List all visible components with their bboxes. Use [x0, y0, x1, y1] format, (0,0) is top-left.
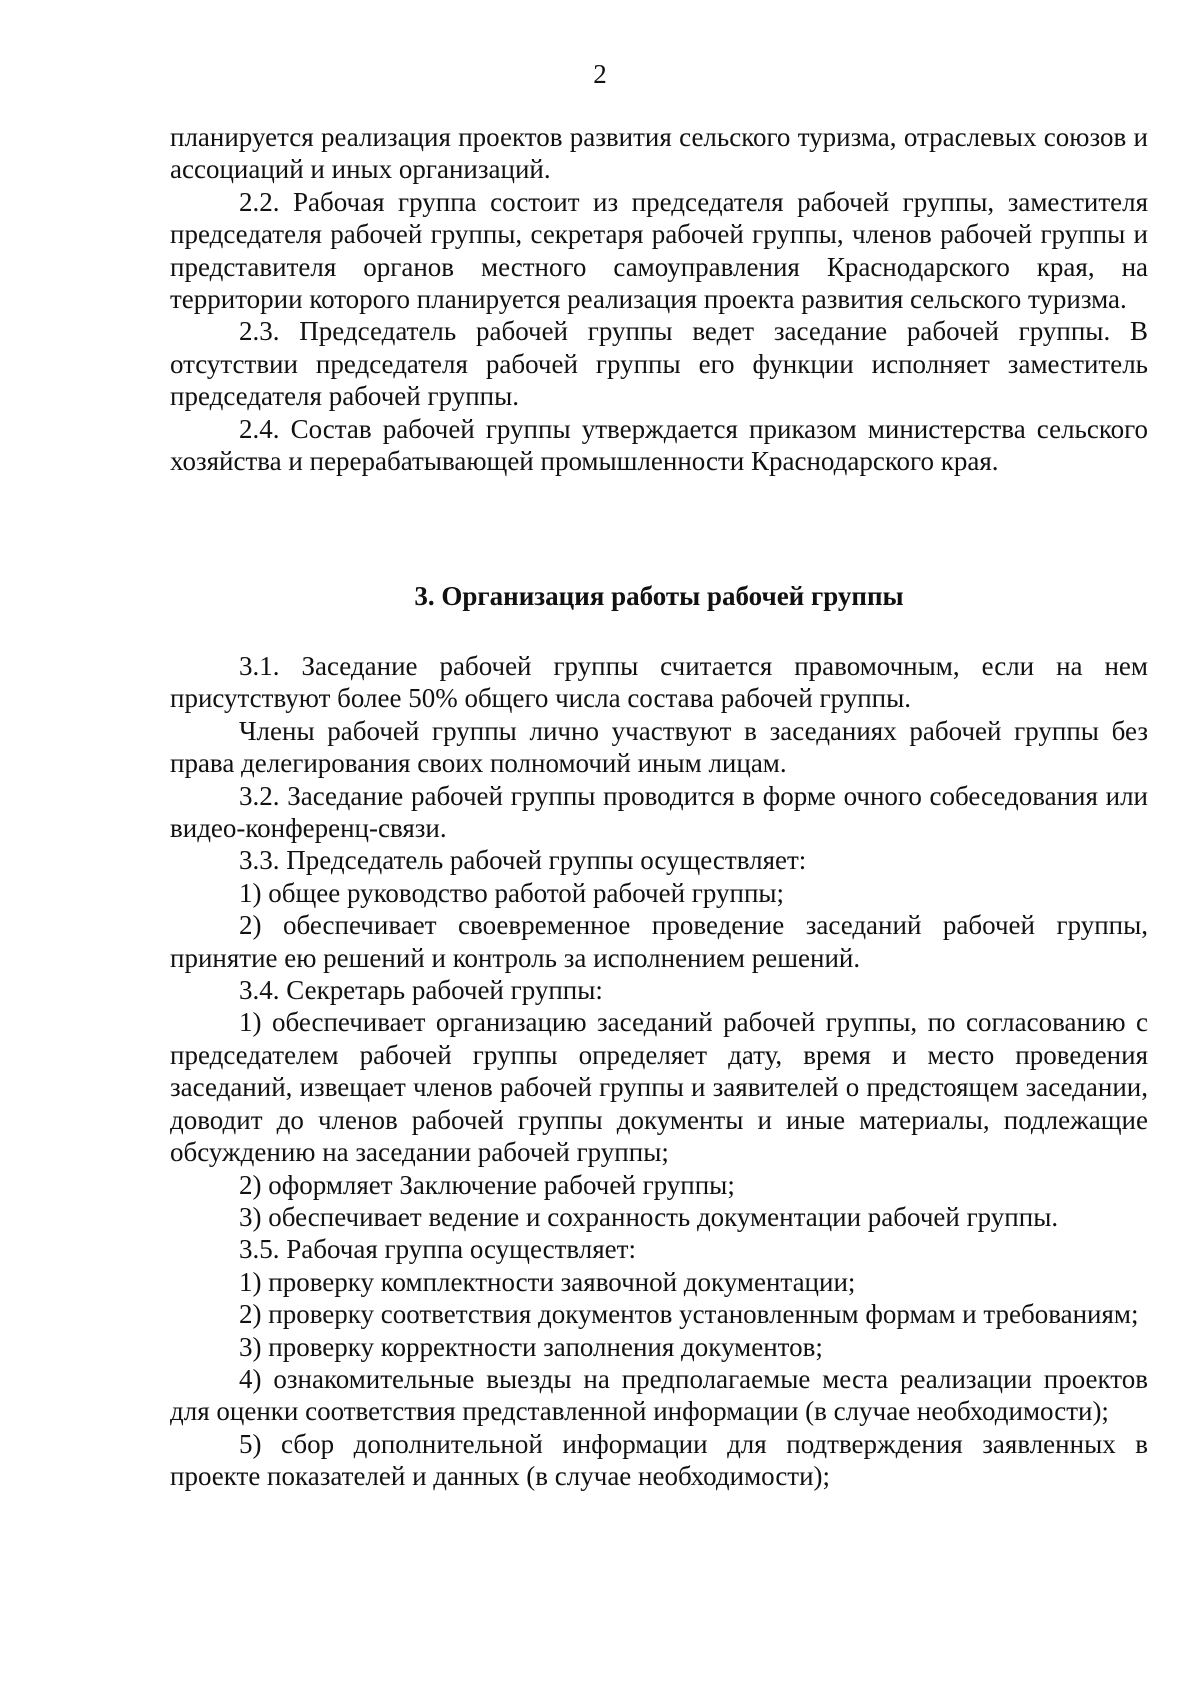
paragraph-2-2: 2.2. Рабочая группа состоит из председателя рабочей группы, заместителя председателя рабочей группы, секретаря рабочей группы, членов рабочей группы и представителя органов местного самоуправления Краснодарского края, на территории которого планируется реализация проекта развития сельского туризма. [170, 186, 1148, 315]
list-item: 2) оформляет Заключение рабочей группы; [239, 1169, 735, 1200]
section-heading: 3. Организация работы рабочей группы [414, 581, 904, 611]
list-item: 3) проверку корректности заполнения документов; [239, 1331, 823, 1362]
paragraph-2-3: 2.3. Председатель рабочей группы ведет заседание рабочей группы. В отсутствии председателя рабочей группы его функции исполняет заместитель председателя рабочей группы. [170, 316, 1148, 412]
list-item: 5) сбор дополнительной информации для подтверждения заявленных в проекте показателей и данных (в случае необходимости); [170, 1428, 1148, 1492]
list-item: 3) обеспечивает ведение и сохранность документации рабочей группы. [239, 1201, 1059, 1232]
paragraph-2-4: 2.4. Состав рабочей группы утверждается приказом министерства сельского хозяйства и перерабатывающей промышленности Краснодарского края. [170, 413, 1148, 477]
paragraph-members: Члены рабочей группы лично участвуют в заседаниях рабочей группы без права делегирования своих полномочий иным лицам. [170, 715, 1148, 779]
paragraph-3-4: 3.4. Секретарь рабочей группы: [239, 975, 603, 1006]
list-item: 1) общее руководство работой рабочей группы; [239, 877, 785, 908]
paragraph-3-2: 3.2. Заседание рабочей группы проводится в форме очного собеседования или видео-конференц-связи. [170, 780, 1148, 844]
list-item: 1) обеспечивает организацию заседаний рабочей группы, по согласованию с председателем рабочей группы определяет дату, время и место проведения заседаний, извещает членов рабочей группы и заявителей о предстоящем заседании, доводит до членов рабочей группы документы и иные материалы, подлежащие обсуждению на заседании рабочей группы; [170, 1007, 1148, 1168]
paragraph-3-5: 3.5. Рабочая группа осуществляет: [239, 1234, 636, 1265]
list-item: 4) ознакомительные выезды на предполагаемые места реализации проектов для оценки соответствия представленной информации (в случае необходимости); [170, 1363, 1148, 1427]
section-text [170, 650, 1148, 1493]
intro-text [170, 121, 1148, 477]
paragraph-3-1: 3.1. Заседание рабочей группы считается правомочным, если на нем присутствуют более 50% общего числа состава рабочей группы. [170, 651, 1148, 714]
list-item: 2) обеспечивает своевременное проведение заседаний рабочей группы, принятие ею решений и контроль за исполнением решений. [170, 910, 1148, 973]
list-item: 2) проверку соответствия документов установленным формам и требованиям; [239, 1299, 1139, 1330]
page-number: 2 [593, 59, 607, 89]
paragraph: планируется реализация проектов развития сельского туризма, отраслевых союзов и ассоциаций и иных организаций. [170, 122, 1148, 185]
paragraph-3-3: 3.3. Председатель рабочей группы осуществляет: [239, 845, 807, 876]
list-item: 1) проверку комплектности заявочной документации; [239, 1266, 856, 1297]
